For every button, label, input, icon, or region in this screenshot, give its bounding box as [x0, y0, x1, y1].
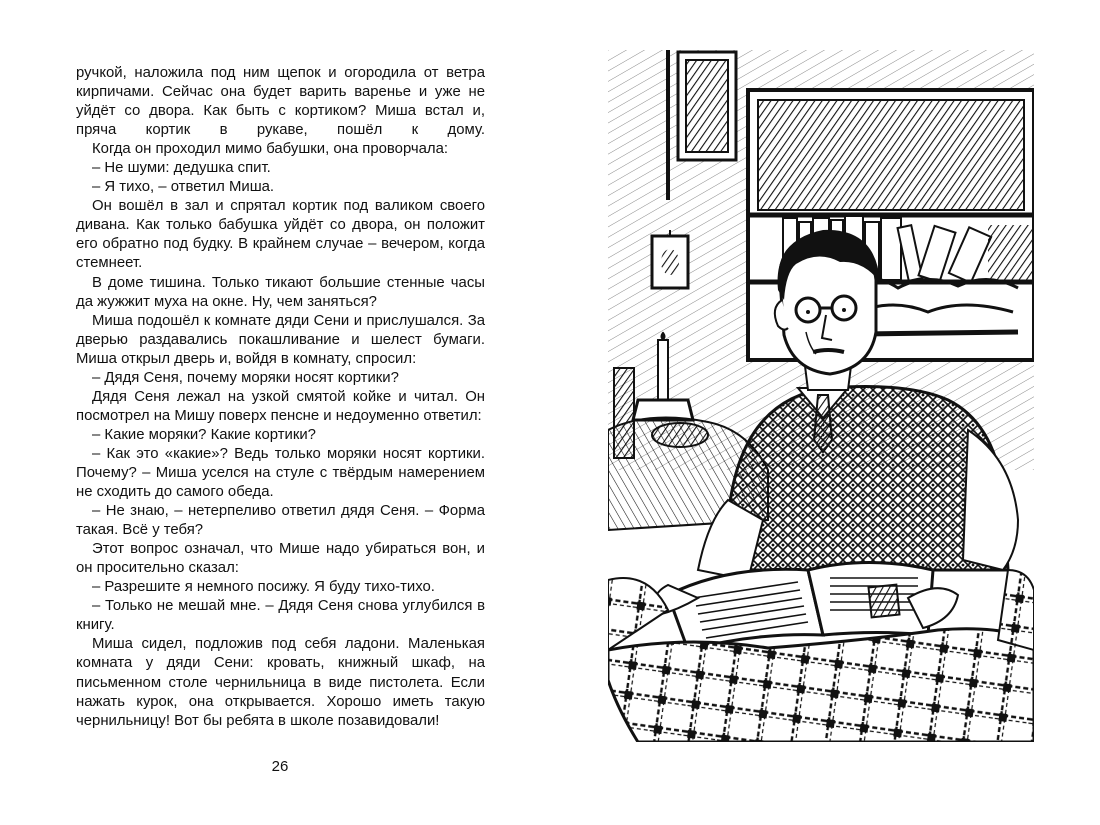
paragraph: Когда он проходил мимо бабушки, она проворчала: — [92, 141, 449, 158]
paragraph: ручкой, наложила под ним щепок и огородила от ветра кирпичами. Сейчас она будет варить варенье и уже не уйдёт со двора. Как быть с кортиком? Миша встал и, пряча кортик в рукаве, пошёл к дому. — [76, 65, 485, 139]
paragraph: – Как это «какие»? Ведь только моряки носят кортики. Почему? – Миша уселся на стуле с твёрдым намерением не сходить до самого обеда. — [76, 445, 485, 501]
paragraph: Миша сидел, подложив под себя ладони. Маленькая комната у дяди Сени: кровать, книжный шкаф, на письменном столе чернильница в виде пистолета. Если нажать курок, она открывается. Хорошо иметь такую чернильницу! Вот бы ребята в школе позавидовали! — [76, 636, 485, 729]
plaid-blanket — [608, 629, 1034, 742]
paragraph: – Не шуми: дедушка спит. — [92, 160, 271, 177]
paragraph: – Я тихо, – ответил Миша. — [92, 179, 275, 196]
paragraph: – Какие моряки? Какие кортики? — [92, 426, 316, 443]
paragraph: Этот вопрос означал, что Мише надо убираться вон, и он просительно сказал: — [76, 541, 485, 577]
illustration-drawing — [608, 50, 1034, 742]
paragraph: В доме тишина. Только тикают большие стенные часы да жужжит муха на окне. Ну, чем заняться? — [76, 274, 485, 310]
small-portrait — [652, 230, 688, 288]
body-text — [76, 64, 485, 731]
paragraph: Миша подошёл к комнате дяди Сени и прислушался. За дверью раздавались покашливание и шелест бумаги. Миша открыл дверь и, войдя в комнату, спросил: — [76, 312, 485, 367]
paragraph: Он вошёл в зал и спрятал кортик под валиком своего дивана. Как только бабушка уйдёт со двора, он положит его обратно под будку. В крайнем случае – вечером, когда стемнеет. — [76, 198, 485, 272]
paragraph: – Только не мешай мне. – Дядя Сеня снова углубился в книгу. — [76, 598, 485, 634]
page-number: 26 — [271, 758, 289, 775]
paragraph: – Дядя Сеня, почему моряки носят кортики? — [92, 369, 399, 386]
paragraph: – Не знаю, – нетерпеливо ответил дядя Сеня. – Форма такая. Всё у тебя? — [76, 503, 485, 539]
paragraph: Дядя Сеня лежал на узкой смятой койке и читал. Он посмотрел на Мишу поверх пенсне и недоуменно ответил: — [76, 388, 485, 424]
paragraph: – Разрешите я немного посижу. Я буду тихо-тихо. — [92, 579, 435, 596]
illustration — [608, 50, 1034, 742]
